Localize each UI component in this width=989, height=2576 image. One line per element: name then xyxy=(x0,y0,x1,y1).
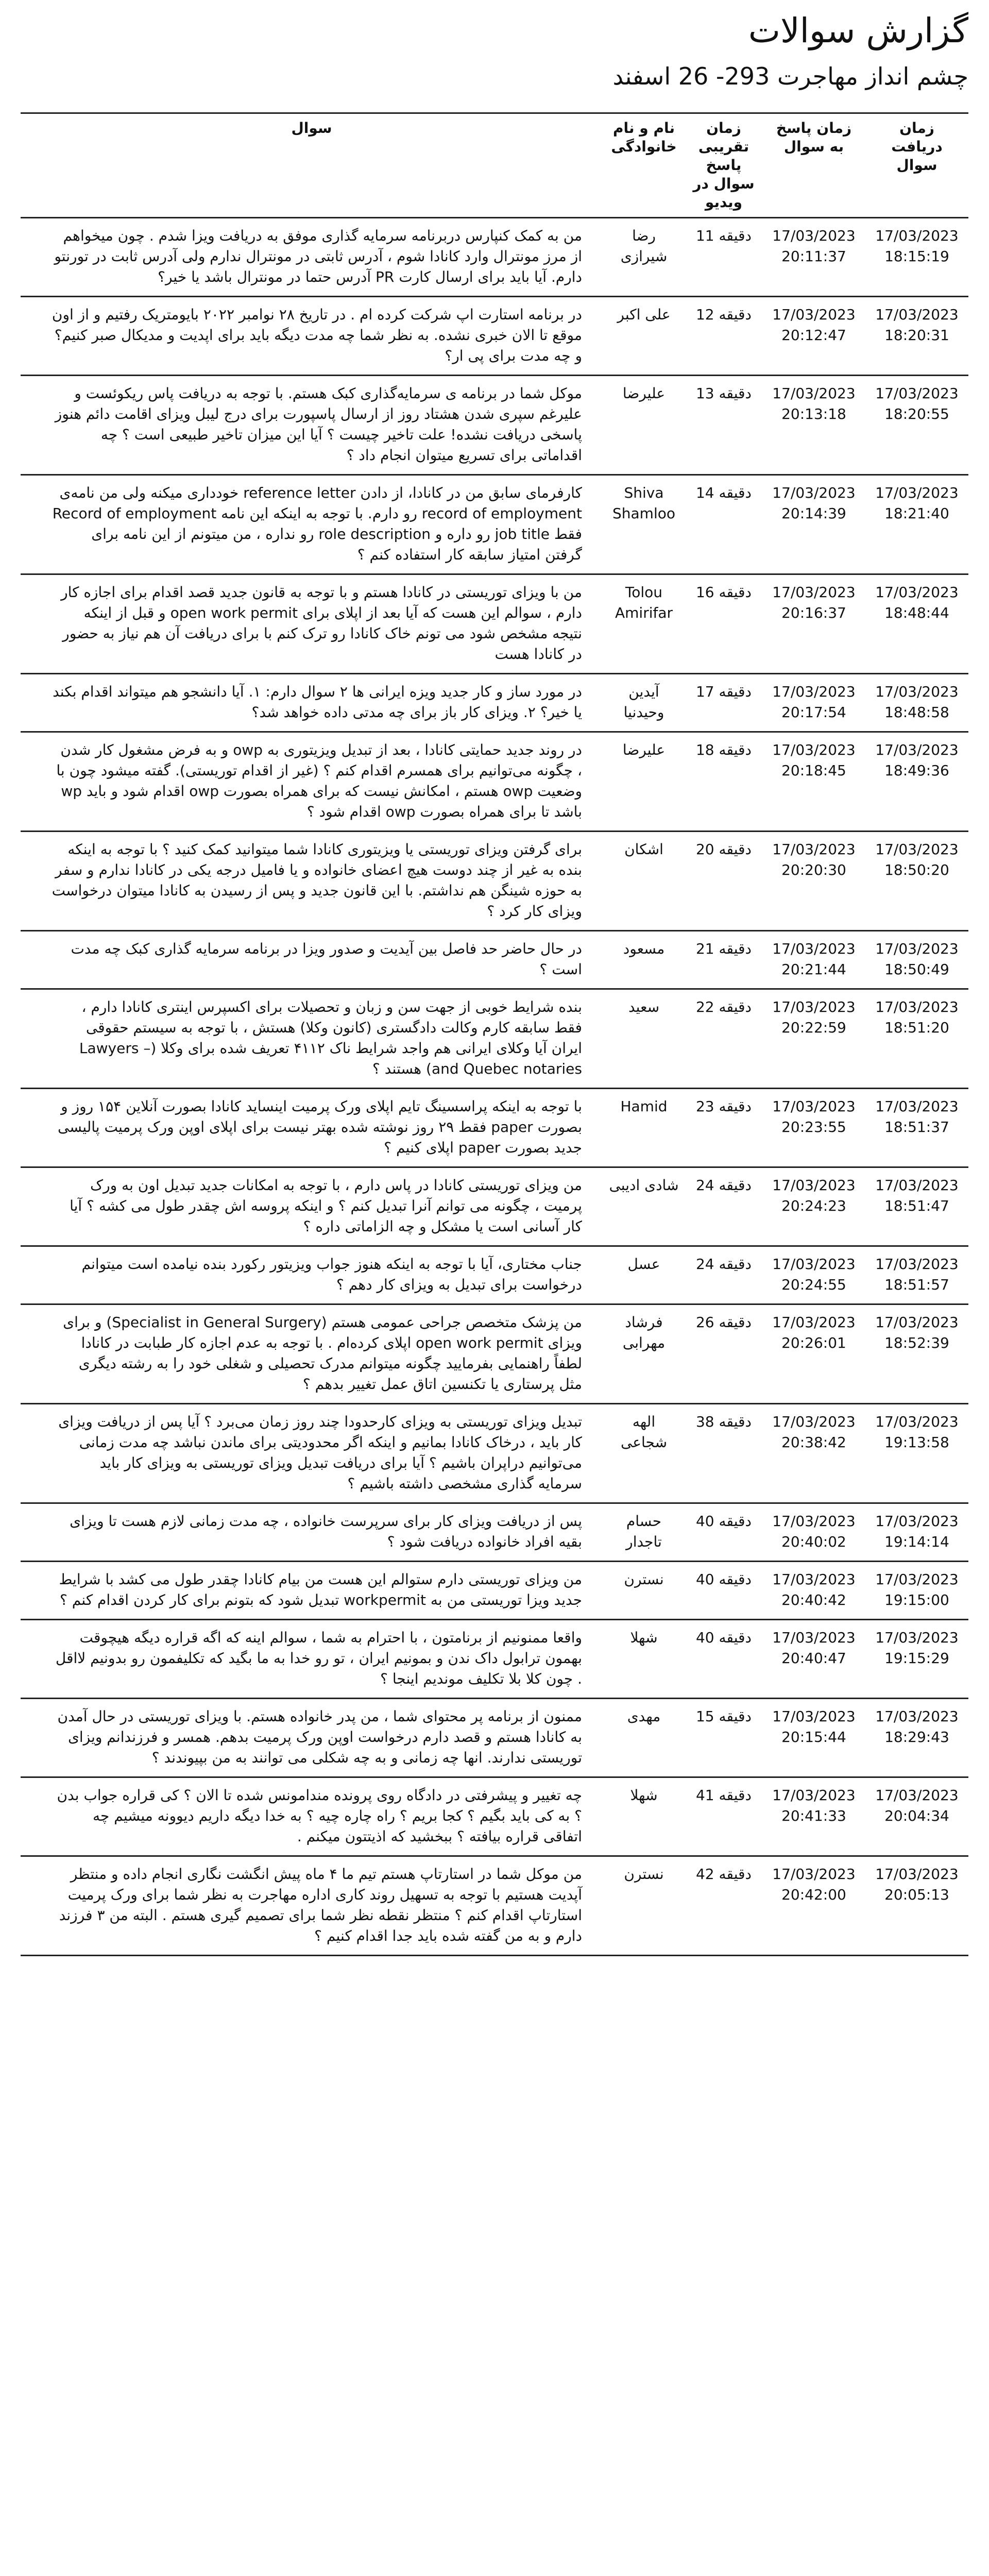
answered-time: 17/03/2023 20:12:47 xyxy=(762,297,865,376)
column-header-duration: زمان تقریبی پاسخ سوال در ویدیو xyxy=(685,113,762,218)
answered-time: 17/03/2023 20:23:55 xyxy=(762,1089,865,1167)
question-text: من به کمک کنپارس دربرنامه سرمایه گذاری موفق به دریافت ویزا شدم . چون میخواهم از مرز مونترال وارد کانادا شوم ، آدرس ثابتی در مونترال ندارم ولی آدرس ثابت در تورنتو دارم. آیا باید برای ارسال کارت PR آدرس حتما در مونترال باشد یا خیر؟ xyxy=(21,218,603,297)
video-minute: دقیقه 38 xyxy=(685,1404,762,1503)
table-row xyxy=(21,218,968,297)
received-time: 17/03/2023 18:51:20 xyxy=(865,989,968,1089)
asker-name: علی اکبر xyxy=(603,297,685,376)
video-minute: دقیقه 14 xyxy=(685,475,762,574)
answered-time: 17/03/2023 20:22:59 xyxy=(762,989,865,1089)
asker-name: عسل xyxy=(603,1246,685,1304)
asker-name: Shiva Shamloo xyxy=(603,475,685,574)
received-time: 17/03/2023 19:15:00 xyxy=(865,1562,968,1620)
answered-time: 17/03/2023 20:17:54 xyxy=(762,674,865,732)
question-text: جناب مختاری، آیا با توجه به اینکه هنوز جواب ویزیتور رکورد بنده نیامده است میتوانم درخواست برای تبدیل به ویزای کار دهم ؟ xyxy=(21,1246,603,1304)
table-row xyxy=(21,1562,968,1620)
asker-name: Hamid xyxy=(603,1089,685,1167)
video-minute: دقیقه 24 xyxy=(685,1167,762,1246)
table-row xyxy=(21,297,968,376)
asker-name: شهلا xyxy=(603,1620,685,1699)
asker-name: رضا شیرازی xyxy=(603,218,685,297)
table-row xyxy=(21,475,968,574)
column-header-name: نام و نام خانوادگی xyxy=(603,113,685,218)
received-time: 17/03/2023 18:20:31 xyxy=(865,297,968,376)
question-text: در حال حاضر حد فاصل بین آیدیت و صدور ویزا در برنامه سرمایه گذاری کبک چه مدت است ؟ xyxy=(21,931,603,989)
question-text: پس از دریافت ویزای کار برای سرپرست خانواده ، چه مدت زمانی لازم هست تا ویزای بقیه افراد خانواده دریافت شود ؟ xyxy=(21,1503,603,1562)
asker-name: علیرضا xyxy=(603,376,685,475)
received-time: 17/03/2023 19:15:29 xyxy=(865,1620,968,1699)
question-text: کارفرمای سابق من در کانادا، از دادن reference letter خودداری میکنه ولی من نامه‌ی record of employment رو دارم. با توجه به اینکه این نامه Record of employment فقط job title رو داره و role description رو نداره ، من میتونم از این نامه برای گرفتن امتیاز سابقه کار استفاده کنم ؟ xyxy=(21,475,603,574)
received-time: 17/03/2023 18:51:37 xyxy=(865,1089,968,1167)
column-header-question: سوال xyxy=(21,113,603,218)
answered-time: 17/03/2023 20:38:42 xyxy=(762,1404,865,1503)
video-minute: دقیقه 22 xyxy=(685,989,762,1089)
table-row xyxy=(21,1777,968,1856)
question-text: با توجه به اینکه پراسسینگ تایم اپلای ورک پرمیت اینساید کانادا بصورت آنلاین ۱۵۴ روز و بصورت paper فقط ۲۹ روز نوشته شده بهتر نیست برای اپلای اوپن ورک پرمیت پالیسی جدید بصورت paper اپلای کنیم ؟ xyxy=(21,1089,603,1167)
received-time: 17/03/2023 19:14:14 xyxy=(865,1503,968,1562)
answered-time: 17/03/2023 20:42:00 xyxy=(762,1856,865,1956)
table-row xyxy=(21,1856,968,1956)
answered-time: 17/03/2023 20:13:18 xyxy=(762,376,865,475)
answered-time: 17/03/2023 20:26:01 xyxy=(762,1304,865,1404)
question-text: تبدیل ویزای توریستی به ویزای کارحدودا چند روز زمان می‌برد ؟ آیا پس از دریافت ویزای کار باید ، درخاک کانادا بمانیم و اینکه اگر محدودیتی برای ماندن نباشد چه مدت زمانی می‌توانیم دراپران باشیم ؟ آیا برای دریافت تبدیل ویزای توریستی به ویزای کار باید سرمایه گذاری مشخصی داشته باشیم ؟ xyxy=(21,1404,603,1503)
asker-name: علیرضا xyxy=(603,732,685,832)
answered-time: 17/03/2023 20:21:44 xyxy=(762,931,865,989)
column-header-answered: زمان پاسخ به سوال xyxy=(762,113,865,218)
question-text: در مورد ساز و کار جدید ویزه ایرانی ها ۲ سوال دارم: ۱. آیا دانشجو هم میتواند اقدام بکند یا خیر؟ ۲. ویزای کار باز برای چه مدتی داده خواهد شد؟ xyxy=(21,674,603,732)
video-minute: دقیقه 41 xyxy=(685,1777,762,1856)
table-row xyxy=(21,1699,968,1777)
received-time: 17/03/2023 20:05:13 xyxy=(865,1856,968,1956)
answered-time: 17/03/2023 20:20:30 xyxy=(762,832,865,931)
table-row xyxy=(21,674,968,732)
column-header-received: زمان دریافت سوال xyxy=(865,113,968,218)
answered-time: 17/03/2023 20:24:23 xyxy=(762,1167,865,1246)
video-minute: دقیقه 26 xyxy=(685,1304,762,1404)
asker-name: شادی ادیبی xyxy=(603,1167,685,1246)
video-minute: دقیقه 17 xyxy=(685,674,762,732)
table-body xyxy=(21,218,968,1956)
received-time: 17/03/2023 18:48:58 xyxy=(865,674,968,732)
asker-name: اشکان xyxy=(603,832,685,931)
question-text: ممنون از برنامه پر محتوای شما ، من پدر خانواده هستم. با ویزای توریستی در حال آمدن به کانادا هستم و قصد دارم درخواست اوپن ورک پرمیت بدهم. همسر و فرزندانم ویزای توریستی ندارند. انها چه زمانی و به چه شکلی می توانند به من بپیوندند ؟ xyxy=(21,1699,603,1777)
question-text: واقعا ممنونیم از برنامتون ، با احترام به شما ، سوالم اینه که اگه قراره دیگه هیچوقت بهمون ترابول داک ندن و بمونیم ایران ، تو رو خدا به ما بگید که تکلیفمون رو بدونیم لااقل . چون کلا بلا تکلیف موندیم اینجا ؟ xyxy=(21,1620,603,1699)
table-row xyxy=(21,1620,968,1699)
received-time: 17/03/2023 20:04:34 xyxy=(865,1777,968,1856)
video-minute: دقیقه 12 xyxy=(685,297,762,376)
video-minute: دقیقه 16 xyxy=(685,574,762,674)
asker-name: Tolou Amirifar xyxy=(603,574,685,674)
video-minute: دقیقه 20 xyxy=(685,832,762,931)
received-time: 17/03/2023 18:52:39 xyxy=(865,1304,968,1404)
video-minute: دقیقه 40 xyxy=(685,1620,762,1699)
received-time: 17/03/2023 18:50:49 xyxy=(865,931,968,989)
question-text: من با ویزای توریستی در کانادا هستم و با توجه به قانون جدید قصد اقدام برای اجازه کار دارم ، سوالم این هست که آیا بعد از اپلای برای open work permit و قبل از اینکه نتیجه مشخص شود می تونم خاک کانادا رو ترک کنم با برای دریافت آن هم نیاز به حضور در کانادا هست xyxy=(21,574,603,674)
question-text: من پزشک متخصص جراحی عمومی هستم (Specialist in General Surgery) و برای ویزای open work permit اپلای کرده‌ام . با توجه به عدم اجازه کار طبابت در کانادا لطفاً راهنمایی بفرمایید چگونه میتوانم مدرک تحصیلی و شغلی خود را به رشته دیگری مثل پرستاری یا تکنسین اتاق عمل تغییر بدهم ؟ xyxy=(21,1304,603,1404)
answered-time: 17/03/2023 20:24:55 xyxy=(762,1246,865,1304)
asker-name: الهه شجاعی xyxy=(603,1404,685,1503)
received-time: 17/03/2023 18:20:55 xyxy=(865,376,968,475)
video-minute: دقیقه 24 xyxy=(685,1246,762,1304)
answered-time: 17/03/2023 20:15:44 xyxy=(762,1699,865,1777)
questions-table xyxy=(21,112,968,1956)
video-minute: دقیقه 18 xyxy=(685,732,762,832)
asker-name: مهدی xyxy=(603,1699,685,1777)
question-text: موکل شما در برنامه ی سرمایه‌گذاری کبک هستم. با توجه به دریافت پاس ریکوئست و علیرغم سپری شدن هشتاد روز از ارسال پاسپورت برای درج لیبل ویزای اقامت دائم هنوز پاسخی دریافت نشده! علت تاخیر چیست ؟ آیا این میزان تاخیر طبیعی است ؟ چه اقداماتی برای تسریع میتوان انجام داد ؟ xyxy=(21,376,603,475)
table-row xyxy=(21,376,968,475)
table-row xyxy=(21,1404,968,1503)
video-minute: دقیقه 21 xyxy=(685,931,762,989)
received-time: 17/03/2023 18:29:43 xyxy=(865,1699,968,1777)
question-text: برای گرفتن ویزای توریستی یا ویزیتوری کانادا شما میتوانید کمک کنید ؟ با توجه به اینکه بنده به غیر از چند دوست هیچ اعضای خانواده و یا فامیل درجه یکی در کانادا ندارم و سفر به حوزه شینگن هم نداشتم. با این قانون جدید و پس از رسیدن به کانادا میتوان درخواست ویزای کار کرد ؟ xyxy=(21,832,603,931)
answered-time: 17/03/2023 20:41:33 xyxy=(762,1777,865,1856)
asker-name: نسترن xyxy=(603,1562,685,1620)
table-row xyxy=(21,1246,968,1304)
table-header-row xyxy=(21,113,968,218)
received-time: 17/03/2023 19:13:58 xyxy=(865,1404,968,1503)
table-row xyxy=(21,1089,968,1167)
answered-time: 17/03/2023 20:40:47 xyxy=(762,1620,865,1699)
question-text: در برنامه استارت اپ شرکت کرده ام . در تاریخ ۲۸ نوامبر ۲۰۲۲ بایومتریک رفتیم و از اون موقع تا الان خبری نشده. به نظر شما چه مدت دیگه باید برای اپدیت و مدیکال صبر کنیم؟ و چه مدت برای پی ار؟ xyxy=(21,297,603,376)
asker-name: شهلا xyxy=(603,1777,685,1856)
asker-name: فرشاد مهرابی xyxy=(603,1304,685,1404)
asker-name: آیدین وحیدنیا xyxy=(603,674,685,732)
question-text: بنده شرایط خوبی از جهت سن و زبان و تحصیلات برای اکسپرس اینتری کانادا دارم ، فقط سابقه کارم وکالت دادگستری (کانون وکلا) هستش ، با توجه به سیستم حقوقی ایران آیا وکلای ایرانی هم واجد شرایط ناک ۴۱۱۲ تعریف شده برای وکلا (– Lawyers and Quebec notaries) هستند ؟ xyxy=(21,989,603,1089)
video-minute: دقیقه 13 xyxy=(685,376,762,475)
table-row xyxy=(21,989,968,1089)
report-subtitle: چشم انداز مهاجرت 293- 26 اسفند xyxy=(612,62,968,90)
video-minute: دقیقه 15 xyxy=(685,1699,762,1777)
question-text: من ویزای توریستی کانادا در پاس دارم ، با توجه به امکانات جدید تبدیل اون به ورک پرمیت ، چگونه می توانم آنرا تبدیل کنم ؟ و اینکه پروسه اش چقدر طول می کشه ؟ آیا کار آسانی است یا مشکل و چه الزاماتی داره ؟ xyxy=(21,1167,603,1246)
question-text: چه تغییر و پیشرفتی در دادگاه روی پرونده مندامونس شده تا الان ؟ کی قراره جواب بدن ؟ به کی باید بگیم ؟ کجا بریم ؟ راه چاره چیه ؟ به خدا دیگه داریم دیوونه میشیم چه اتفاقی قراره بیافته ؟ ببخشید که اذیتتون میکنم . xyxy=(21,1777,603,1856)
received-time: 17/03/2023 18:51:57 xyxy=(865,1246,968,1304)
answered-time: 17/03/2023 20:14:39 xyxy=(762,475,865,574)
table-row xyxy=(21,832,968,931)
asker-name: نسترن xyxy=(603,1856,685,1956)
answered-time: 17/03/2023 20:16:37 xyxy=(762,574,865,674)
answered-time: 17/03/2023 20:40:02 xyxy=(762,1503,865,1562)
table-row xyxy=(21,1304,968,1404)
table-row xyxy=(21,574,968,674)
asker-name: مسعود xyxy=(603,931,685,989)
asker-name: سعید xyxy=(603,989,685,1089)
question-text: من ویزای توریستی دارم ستوالم این هست من بیام کانادا چقدر طول می کشد با شرایط جدید ویزا توریستی من به workpermit تبدیل شود که بتونم برای کار کردن اقدام کنم ؟ xyxy=(21,1562,603,1620)
question-text: در روند جدید حمایتی کانادا ، بعد از تبدیل ویزیتوری به owp و به فرض مشغول کار شدن ، چگونه می‌توانیم برای همسرم اقدام کنم ؟ (غیر از اقدام توریستی). گفته میشود چون با وضعیت owp هستم ، امکانش نیست که برای همراه بصورت owp اقدام شود و باید wp باشد تا برای همراه بصورت owp اقدام شود ؟ xyxy=(21,732,603,832)
received-time: 17/03/2023 18:15:19 xyxy=(865,218,968,297)
received-time: 17/03/2023 18:48:44 xyxy=(865,574,968,674)
answered-time: 17/03/2023 20:40:42 xyxy=(762,1562,865,1620)
video-minute: دقیقه 23 xyxy=(685,1089,762,1167)
video-minute: دقیقه 40 xyxy=(685,1503,762,1562)
table-row xyxy=(21,1503,968,1562)
asker-name: حسام تاجدار xyxy=(603,1503,685,1562)
received-time: 17/03/2023 18:50:20 xyxy=(865,832,968,931)
received-time: 17/03/2023 18:51:47 xyxy=(865,1167,968,1246)
table-row xyxy=(21,931,968,989)
table-row xyxy=(21,1167,968,1246)
answered-time: 17/03/2023 20:11:37 xyxy=(762,218,865,297)
received-time: 17/03/2023 18:49:36 xyxy=(865,732,968,832)
video-minute: دقیقه 11 xyxy=(685,218,762,297)
received-time: 17/03/2023 18:21:40 xyxy=(865,475,968,574)
report-title: گزارش سوالات xyxy=(748,11,968,50)
video-minute: دقیقه 40 xyxy=(685,1562,762,1620)
video-minute: دقیقه 42 xyxy=(685,1856,762,1956)
table-row xyxy=(21,732,968,832)
question-text: من موکل شما در استارتاپ هستم تیم ما ۴ ماه پیش انگشت نگاری انجام داده و منتظر آپدیت هستیم با توجه به تسهیل روند کاری اداره مهاجرت به نظر شما برای ورک پرمیت استارتاپ اقدام کنم ؟ منتظر نقطه نظر شما برای تصمیم گیری هستم . البته من ۳ فرزند دارم و به من گفته شده باید جدا اقدام کنیم ؟ xyxy=(21,1856,603,1956)
answered-time: 17/03/2023 20:18:45 xyxy=(762,732,865,832)
